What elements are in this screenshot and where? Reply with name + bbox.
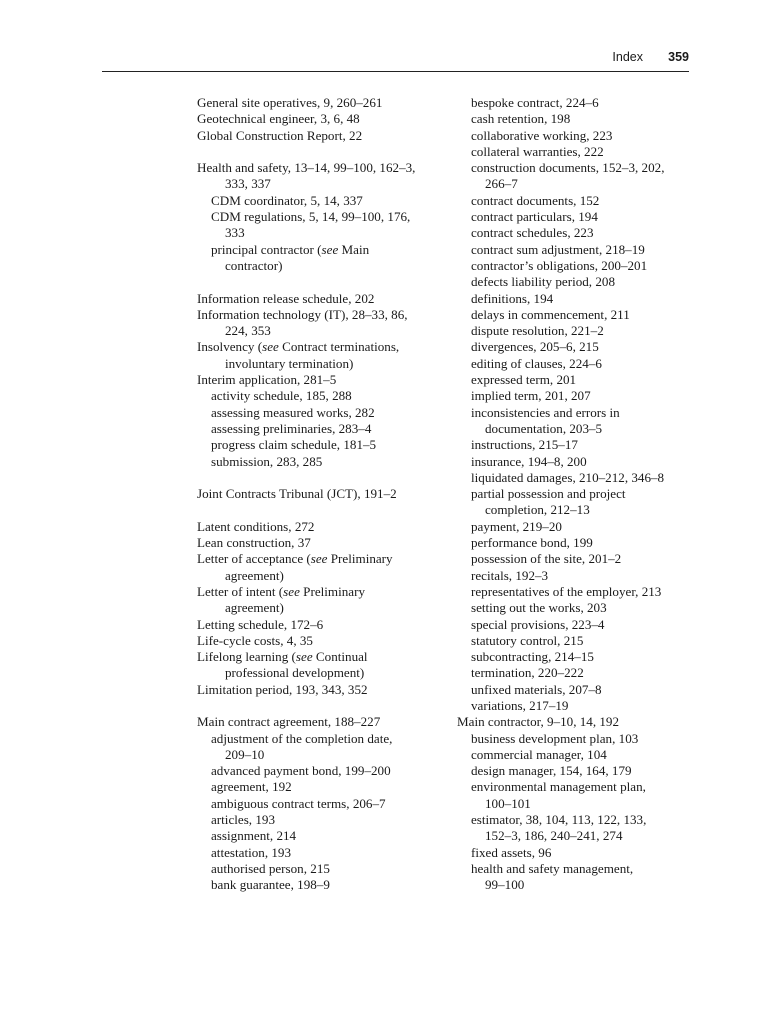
index-entry (197, 796, 442, 812)
index-entry (457, 144, 697, 160)
entry-text: payment, 219–20 (471, 518, 562, 534)
entry-text: Letting schedule, 172–6 (197, 616, 324, 632)
index-entry (457, 437, 697, 453)
entry-text-after: Contract terminations, (278, 339, 400, 355)
entry-text: representatives of the employer, 213 (471, 583, 662, 599)
index-entry (197, 877, 442, 893)
entry-text: cash retention, 198 (471, 111, 571, 127)
entry-text: General site operatives, 9, 260–261 (197, 95, 383, 110)
index-entry (457, 502, 697, 518)
entry-gap (197, 144, 442, 160)
entry-text-after: Preliminary (327, 551, 393, 567)
index-entry (457, 682, 697, 698)
index-entry (197, 323, 442, 339)
index-entry (197, 307, 442, 323)
entry-text: bespoke contract, 224–6 (471, 95, 599, 110)
index-entry (197, 291, 442, 307)
index-entry (457, 176, 697, 192)
entry-text: Joint Contracts Tribunal (JCT), 191–2 (197, 486, 397, 502)
entry-text: contractor) (225, 257, 283, 273)
index-entry (457, 307, 697, 323)
entry-text: Lean construction, 37 (197, 535, 311, 551)
entry-text: Letter of intent ( (197, 583, 284, 599)
index-entry (457, 714, 697, 730)
entry-text: insurance, 194–8, 200 (471, 453, 587, 469)
entry-text: setting out the works, 203 (471, 600, 607, 616)
entry-gap (197, 502, 442, 518)
index-entry (197, 828, 442, 844)
index-entry (457, 731, 697, 747)
entry-text: health and safety management, (471, 860, 634, 876)
index-entry (197, 731, 442, 747)
index-entry (457, 633, 697, 649)
index-entry (457, 877, 697, 893)
entry-text: Life-cycle costs, 4, 35 (197, 632, 313, 648)
entry-text: collateral warranties, 222 (471, 143, 604, 159)
entry-text: fixed assets, 96 (471, 844, 552, 860)
entry-text: Main contractor, 9–10, 14, 192 (457, 714, 620, 730)
index-entry (457, 470, 697, 486)
entry-text: estimator, 38, 104, 113, 122, 133, (471, 812, 647, 828)
entry-text: advanced payment bond, 199–200 (211, 763, 391, 779)
entry-text: termination, 220–222 (471, 665, 584, 681)
index-entry (457, 388, 697, 404)
entry-text-after: Main (338, 241, 370, 257)
entry-text: agreement) (225, 600, 284, 616)
entry-text: unfixed materials, 207–8 (471, 681, 602, 697)
index-entry (197, 747, 442, 763)
index-entry (197, 176, 442, 192)
entry-text: Limitation period, 193, 343, 352 (197, 681, 368, 697)
index-entry (197, 339, 442, 355)
index-entry (457, 405, 697, 421)
index-entry (457, 584, 697, 600)
entry-text: attestation, 193 (211, 844, 292, 860)
index-entry (457, 763, 697, 779)
entry-text: professional development) (225, 665, 365, 681)
entry-text: principal contractor ( (211, 241, 322, 257)
index-entry (457, 258, 697, 274)
index-entry (197, 633, 442, 649)
entry-text: inconsistencies and errors in (471, 404, 620, 420)
entry-text: 333, 337 (225, 176, 271, 192)
entry-text: Information technology (IT), 28–33, 86, (197, 306, 408, 322)
entry-text: special provisions, 223–4 (471, 616, 605, 632)
entry-text: instructions, 215–17 (471, 437, 578, 453)
index-entry (457, 421, 697, 437)
entry-text: assignment, 214 (211, 828, 297, 844)
entry-text: performance bond, 199 (471, 535, 593, 551)
entry-gap (197, 698, 442, 714)
entry-text: contract sum adjustment, 218–19 (471, 241, 645, 257)
index-entry (457, 339, 697, 355)
index-entry (197, 845, 442, 861)
entry-gap (197, 274, 442, 290)
entry-text: design manager, 154, 164, 179 (471, 763, 632, 779)
index-entry (197, 600, 442, 616)
index-entry (457, 356, 697, 372)
index-entry (457, 193, 697, 209)
index-entry (197, 584, 442, 600)
index-entry (457, 747, 697, 763)
index-entry (457, 323, 697, 339)
entry-text: 209–10 (225, 746, 265, 762)
entry-text: Global Construction Report, 22 (197, 127, 363, 143)
entry-text: subcontracting, 214–15 (471, 649, 594, 665)
see-reference: see (262, 339, 279, 355)
index-entry (197, 454, 442, 470)
index-entry (197, 258, 442, 274)
entry-text: Geotechnical engineer, 3, 6, 48 (197, 111, 360, 127)
index-entry (197, 763, 442, 779)
entry-text: possession of the site, 201–2 (471, 551, 622, 567)
index-entry (457, 861, 697, 877)
index-entry (457, 372, 697, 388)
index-entry (197, 421, 442, 437)
index-entry (197, 388, 442, 404)
see-reference: see (295, 649, 313, 665)
entry-text: Insolvency ( (197, 339, 263, 355)
index-entry (457, 225, 697, 241)
index-entry (457, 209, 697, 225)
entry-text: editing of clauses, 224–6 (471, 355, 602, 371)
index-entry (197, 437, 442, 453)
index-entry (457, 568, 697, 584)
entry-text: 224, 353 (225, 323, 271, 339)
entry-text: liquidated damages, 210–212, 346–8 (471, 469, 665, 485)
index-entry (457, 779, 697, 795)
entry-text: variations, 217–19 (471, 697, 569, 713)
see-reference: see (310, 551, 328, 567)
entry-text: Latent conditions, 272 (197, 518, 315, 534)
index-entry (457, 600, 697, 616)
entry-text: statutory control, 215 (471, 632, 584, 648)
index-entry (197, 193, 442, 209)
entry-text: Main contract agreement, 188–227 (197, 714, 381, 730)
index-entry (197, 95, 442, 111)
index-entry (197, 682, 442, 698)
index-entry (197, 665, 442, 681)
index-column-right (457, 95, 697, 894)
entry-text-after: Preliminary (299, 583, 365, 599)
index-entry (457, 845, 697, 861)
index-entry (197, 568, 442, 584)
entry-text: assessing preliminaries, 283–4 (211, 420, 372, 436)
entry-text: agreement) (225, 567, 284, 583)
entry-text: contract particulars, 194 (471, 209, 598, 225)
index-entry (457, 665, 697, 681)
index-entry (457, 128, 697, 144)
entry-text: defects liability period, 208 (471, 274, 615, 290)
entry-text: business development plan, 103 (471, 730, 639, 746)
running-header (102, 46, 689, 72)
index-entry (457, 519, 697, 535)
index-entry (197, 519, 442, 535)
index-entry (197, 861, 442, 877)
entry-text: documentation, 203–5 (485, 420, 603, 436)
entry-text: articles, 193 (211, 812, 275, 828)
index-entry (457, 812, 697, 828)
entry-text: expressed term, 201 (471, 372, 577, 388)
index-entry (197, 812, 442, 828)
see-reference: see (283, 583, 300, 599)
entry-text: activity schedule, 185, 288 (211, 388, 352, 404)
index-entry (197, 649, 442, 665)
page-number: 359 (668, 50, 689, 64)
index-column-left (197, 95, 442, 894)
entry-text: Lifelong learning ( (197, 649, 296, 665)
index-entry (457, 111, 697, 127)
entry-text: environmental management plan, (471, 779, 646, 795)
entry-text: collaborative working, 223 (471, 127, 613, 143)
index-entry (457, 617, 697, 633)
index-entry (197, 209, 442, 225)
index-entry (457, 828, 697, 844)
entry-text: contract documents, 152 (471, 192, 600, 208)
index-entry (457, 535, 697, 551)
entry-text: assessing measured works, 282 (211, 404, 375, 420)
entry-text: 100–101 (485, 795, 531, 811)
entry-text: divergences, 205–6, 215 (471, 339, 599, 355)
index-entry (457, 796, 697, 812)
entry-text-after: Continual (312, 649, 368, 665)
entry-text: progress claim schedule, 181–5 (211, 437, 377, 453)
entry-text: bank guarantee, 198–9 (211, 877, 330, 893)
entry-text: Information release schedule, 202 (197, 290, 375, 306)
index-entry (197, 535, 442, 551)
entry-text: Interim application, 281–5 (197, 372, 337, 388)
entry-text: Health and safety, 13–14, 99–100, 162–3, (197, 160, 416, 176)
index-entry (197, 779, 442, 795)
see-reference: see (321, 241, 339, 257)
entry-text: 99–100 (485, 877, 525, 893)
index-entry (197, 714, 442, 730)
entry-text: 333 (225, 225, 245, 241)
index-entry (197, 617, 442, 633)
running-header-title: Index (612, 50, 643, 64)
index-entry (197, 225, 442, 241)
entry-text: agreement, 192 (211, 779, 292, 795)
index-entry (457, 454, 697, 470)
entry-text: 152–3, 186, 240–241, 274 (485, 828, 623, 844)
index-entry (197, 160, 442, 176)
entry-text: commercial manager, 104 (471, 746, 607, 762)
index-entry (197, 405, 442, 421)
index-entry (197, 128, 442, 144)
entry-text: completion, 212–13 (485, 502, 590, 518)
entry-text: 266–7 (485, 176, 518, 192)
index-entry (457, 291, 697, 307)
entry-text: submission, 283, 285 (211, 453, 323, 469)
index-entry (197, 356, 442, 372)
entry-text: adjustment of the completion date, (211, 730, 393, 746)
entry-text: CDM regulations, 5, 14, 99–100, 176, (211, 209, 411, 225)
index-entry (457, 242, 697, 258)
entry-text: authorised person, 215 (211, 860, 330, 876)
index-entry (457, 649, 697, 665)
entry-text: partial possession and project (471, 486, 626, 502)
entry-text: dispute resolution, 221–2 (471, 323, 604, 339)
entry-gap (197, 470, 442, 486)
index-entry (197, 551, 442, 567)
entry-text: Letter of acceptance ( (197, 551, 311, 567)
index-entry (197, 372, 442, 388)
index-entry (457, 486, 697, 502)
entry-text: involuntary termination) (225, 355, 354, 371)
index-entry (457, 274, 697, 290)
index-entry (457, 160, 697, 176)
entry-text: definitions, 194 (471, 290, 554, 306)
index-entry (197, 242, 442, 258)
index-entry (197, 111, 442, 127)
entry-text: implied term, 201, 207 (471, 388, 591, 404)
index-entry (457, 551, 697, 567)
entry-text: ambiguous contract terms, 206–7 (211, 795, 386, 811)
entry-text: CDM coordinator, 5, 14, 337 (211, 192, 363, 208)
entry-text: contractor’s obligations, 200–201 (471, 257, 648, 273)
index-entry (457, 698, 697, 714)
index-entry (197, 486, 442, 502)
entry-text: recitals, 192–3 (471, 567, 549, 583)
index-entry (457, 95, 697, 111)
entry-text: delays in commencement, 211 (471, 306, 630, 322)
entry-text: contract schedules, 223 (471, 225, 594, 241)
entry-text: construction documents, 152–3, 202, (471, 160, 665, 176)
